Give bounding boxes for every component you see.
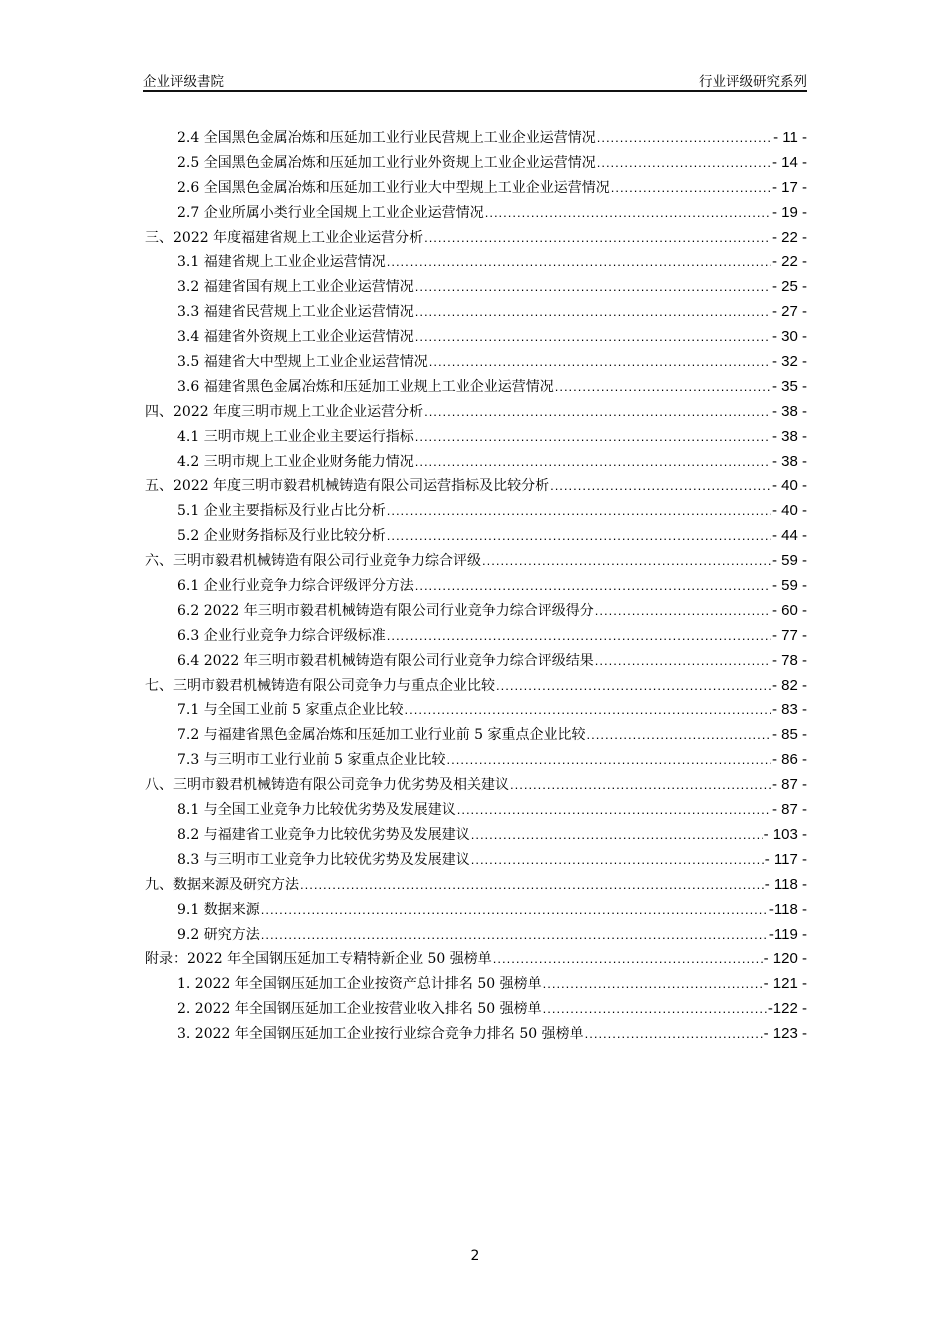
toc-section-entry[interactable] xyxy=(145,250,807,275)
toc-entry-title: 8.1 与全国工业竞争力比较优劣势及发展建议 xyxy=(177,802,456,819)
toc-section-entry[interactable] xyxy=(145,201,807,226)
toc-leader-dots xyxy=(493,947,763,972)
toc-leader-dots xyxy=(415,450,771,475)
toc-entry-page: - 82 - xyxy=(771,676,807,694)
toc-entry-title: 三、2022 年度福建省规上工业企业运营分析 xyxy=(145,229,424,246)
toc-entry-page: - 59 - xyxy=(771,552,807,570)
toc-section-entry[interactable] xyxy=(145,898,807,923)
toc-leader-dots xyxy=(471,823,763,848)
toc-entry-title: 2.5 全国黑色金属冶炼和压延加工业行业外资规上工业企业运营情况 xyxy=(177,154,596,171)
toc-entry-title: 9.1 数据来源 xyxy=(177,901,260,918)
toc-entry-title: 6.2 2022 年三明市毅君机械铸造有限公司行业竞争力综合评级得分 xyxy=(177,602,594,619)
toc-entry-page: - 83 - xyxy=(771,701,807,719)
toc-leader-dots xyxy=(496,674,771,699)
toc-leader-dots xyxy=(405,698,771,723)
toc-entry-page: - 40 - xyxy=(771,502,807,520)
toc-chapter-entry[interactable] xyxy=(145,400,807,425)
toc-entry-page: - 77 - xyxy=(771,626,807,644)
toc-chapter-entry[interactable] xyxy=(145,947,807,972)
toc-leader-dots xyxy=(415,325,771,350)
toc-entry-page: - 19 - xyxy=(771,203,807,221)
toc-entry-page: - 11 - xyxy=(773,129,807,146)
toc-entry-title: 7.1 与全国工业前 5 家重点企业比较 xyxy=(177,702,404,719)
toc-leader-dots xyxy=(543,972,763,997)
toc-leader-dots xyxy=(387,250,771,275)
toc-entry-page: - 59 - xyxy=(771,577,807,595)
toc-leader-dots xyxy=(261,898,768,923)
toc-leader-dots xyxy=(300,873,764,898)
toc-entry-page: - 14 - xyxy=(771,153,807,171)
toc-entry-title: 五、2022 年度三明市毅君机械铸造有限公司运营指标及比较分析 xyxy=(145,478,550,495)
toc-entry-title: 3.5 福建省大中型规上工业企业运营情况 xyxy=(177,354,428,371)
toc-leader-dots xyxy=(387,524,771,549)
toc-entry-page: - 22 - xyxy=(771,228,807,246)
toc-entry-page: - 44 - xyxy=(771,527,807,545)
toc-chapter-entry[interactable] xyxy=(145,549,807,574)
toc-entry-title: 八、三明市毅君机械铸造有限公司竞争力优劣势及相关建议 xyxy=(145,777,509,794)
toc-section-entry[interactable] xyxy=(145,126,807,151)
toc-section-entry[interactable] xyxy=(145,723,807,748)
toc-entry-title: 5.1 企业主要指标及行业占比分析 xyxy=(177,503,386,520)
toc-section-entry[interactable] xyxy=(145,300,807,325)
toc-leader-dots xyxy=(595,649,771,674)
toc-entry-title: 2. 2022 年全国钢压延加工企业按营业收入排名 50 强榜单 xyxy=(177,1001,542,1018)
toc-entry-page: - 60 - xyxy=(771,601,807,619)
toc-leader-dots xyxy=(471,848,764,873)
toc-leader-dots xyxy=(587,723,771,748)
page-header xyxy=(143,68,807,90)
toc-section-entry[interactable] xyxy=(145,748,807,773)
toc-entry-title: 四、2022 年度三明市规上工业企业运营分析 xyxy=(145,403,424,420)
toc-entry-title: 2.6 全国黑色金属冶炼和压延加工业行业大中型规上工业企业运营情况 xyxy=(177,179,610,196)
toc-entry-title: 3.2 福建省国有规上工业企业运营情况 xyxy=(177,279,414,296)
toc-section-entry[interactable] xyxy=(145,425,807,450)
toc-section-entry[interactable] xyxy=(145,499,807,524)
toc-leader-dots xyxy=(424,400,771,425)
toc-entry-title: 6.4 2022 年三明市毅君机械铸造有限公司行业竞争力综合评级结果 xyxy=(177,652,594,669)
toc-leader-dots xyxy=(387,624,771,649)
toc-entry-title: 4.2 三明市规上工业企业财务能力情况 xyxy=(177,453,414,470)
toc-entry-title: 六、三明市毅君机械铸造有限公司行业竞争力综合评级 xyxy=(145,553,481,570)
toc-leader-dots xyxy=(415,275,771,300)
toc-entry-page: - 25 - xyxy=(771,278,807,296)
page-number: 2 xyxy=(470,1248,480,1264)
toc-entry-title: 6.1 企业行业竞争力综合评级评分方法 xyxy=(177,578,414,595)
toc-section-entry[interactable] xyxy=(145,176,807,201)
toc-section-entry[interactable] xyxy=(145,997,807,1022)
toc-entry-title: 6.3 企业行业竞争力综合评级标准 xyxy=(177,627,386,644)
toc-leader-dots xyxy=(595,599,771,624)
toc-entry-title: 七、三明市毅君机械铸造有限公司竞争力与重点企业比较 xyxy=(145,677,495,694)
toc-entry-page: - 38 - xyxy=(771,402,807,420)
toc-entry-page: - 118 - xyxy=(764,875,807,893)
toc-leader-dots xyxy=(424,226,771,251)
toc-leader-dots xyxy=(550,474,771,499)
toc-leader-dots xyxy=(597,126,772,151)
toc-leader-dots xyxy=(482,549,771,574)
toc-entry-title: 1. 2022 年全国钢压延加工企业按资产总计排名 50 强榜单 xyxy=(177,976,542,993)
toc-leader-dots xyxy=(415,574,771,599)
toc-entry-title: 3.6 福建省黑色金属冶炼和压延加工业规上工业企业运营情况 xyxy=(177,378,554,395)
toc-entry-title: 九、数据来源及研究方法 xyxy=(145,876,299,893)
table-of-contents xyxy=(145,126,807,1047)
toc-section-entry[interactable] xyxy=(145,275,807,300)
toc-leader-dots xyxy=(415,425,771,450)
toc-entry-page: - 27 - xyxy=(771,303,807,321)
toc-entry-title: 2.7 企业所属小类行业全国规上工业企业运营情况 xyxy=(177,204,484,221)
toc-leader-dots xyxy=(510,773,771,798)
toc-leader-dots xyxy=(597,151,771,176)
toc-entry-title: 3.3 福建省民营规上工业企业运营情况 xyxy=(177,304,414,321)
header-series: 行业评级研究系列 xyxy=(699,74,807,90)
toc-entry-page: -119 - xyxy=(768,925,807,943)
toc-section-entry[interactable] xyxy=(145,1022,807,1047)
toc-chapter-entry[interactable] xyxy=(145,674,807,699)
toc-leader-dots xyxy=(485,201,771,226)
toc-section-entry[interactable] xyxy=(145,599,807,624)
toc-leader-dots xyxy=(611,176,771,201)
toc-leader-dots xyxy=(429,350,771,375)
toc-leader-dots xyxy=(555,375,771,400)
toc-section-entry[interactable] xyxy=(145,798,807,823)
toc-entry-page: - 120 - xyxy=(763,950,807,968)
toc-entry-page: - 17 - xyxy=(771,178,807,196)
toc-entry-title: 7.2 与福建省黑色金属冶炼和压延加工业行业前 5 家重点企业比较 xyxy=(177,727,586,744)
toc-entry-title: 8.3 与三明市工业竞争力比较优劣势及发展建议 xyxy=(177,851,470,868)
toc-leader-dots xyxy=(261,923,768,948)
toc-leader-dots xyxy=(415,300,771,325)
toc-entry-page: - 78 - xyxy=(771,651,807,669)
toc-entry-page: - 40 - xyxy=(771,477,807,495)
toc-entry-page: - 123 - xyxy=(763,1025,807,1043)
toc-entry-page: - 103 - xyxy=(763,825,807,843)
toc-section-entry[interactable] xyxy=(145,923,807,948)
toc-section-entry[interactable] xyxy=(145,972,807,997)
toc-entry-page: -122 - xyxy=(767,1000,807,1018)
toc-section-entry[interactable] xyxy=(145,649,807,674)
toc-entry-page: - 117 - xyxy=(764,850,807,868)
toc-entry-title: 9.2 研究方法 xyxy=(177,926,260,943)
toc-leader-dots xyxy=(447,748,771,773)
toc-chapter-entry[interactable] xyxy=(145,226,807,251)
toc-chapter-entry[interactable] xyxy=(145,773,807,798)
toc-leader-dots xyxy=(585,1022,763,1047)
toc-entry-title: 3.1 福建省规上工业企业运营情况 xyxy=(177,254,386,271)
toc-entry-page: - 87 - xyxy=(771,776,807,794)
toc-entry-page: - 86 - xyxy=(771,751,807,769)
toc-entry-title: 3.4 福建省外资规上工业企业运营情况 xyxy=(177,329,414,346)
toc-entry-title: 2.4 全国黑色金属冶炼和压延加工业行业民营规上工业企业运营情况 xyxy=(177,130,596,146)
toc-entry-page: - 121 - xyxy=(763,975,807,993)
header-publisher: 企业评级書院 xyxy=(143,74,224,90)
toc-entry-title: 4.1 三明市规上工业企业主要运行指标 xyxy=(177,428,414,445)
toc-section-entry[interactable] xyxy=(145,375,807,400)
toc-entry-title: 附录：2022 年全国钢压延加工专精特新企业 50 强榜单 xyxy=(145,951,492,968)
toc-entry-title: 7.3 与三明市工业行业前 5 家重点企业比较 xyxy=(177,752,446,769)
toc-leader-dots xyxy=(543,997,767,1022)
toc-section-entry[interactable] xyxy=(145,624,807,649)
toc-entry-page: - 85 - xyxy=(771,726,807,744)
toc-chapter-entry[interactable] xyxy=(145,474,807,499)
header-divider xyxy=(143,90,807,92)
toc-entry-title: 5.2 企业财务指标及行业比较分析 xyxy=(177,528,386,545)
toc-entry-page: - 22 - xyxy=(771,253,807,271)
toc-entry-page: - 38 - xyxy=(771,427,807,445)
toc-entry-title: 8.2 与福建省工业竞争力比较优劣势及发展建议 xyxy=(177,826,470,843)
toc-section-entry[interactable] xyxy=(145,151,807,176)
toc-section-entry[interactable] xyxy=(145,698,807,723)
toc-section-entry[interactable] xyxy=(145,574,807,599)
toc-section-entry[interactable] xyxy=(145,350,807,375)
toc-chapter-entry[interactable] xyxy=(145,873,807,898)
toc-entry-page: -118 - xyxy=(768,900,807,918)
toc-section-entry[interactable] xyxy=(145,823,807,848)
toc-entry-page: - 35 - xyxy=(771,377,807,395)
toc-entry-page: - 87 - xyxy=(771,801,807,819)
toc-entry-title: 3. 2022 年全国钢压延加工企业按行业综合竞争力排名 50 强榜单 xyxy=(177,1026,584,1043)
toc-section-entry[interactable] xyxy=(145,848,807,873)
toc-leader-dots xyxy=(387,499,771,524)
toc-section-entry[interactable] xyxy=(145,325,807,350)
toc-entry-page: - 30 - xyxy=(771,328,807,346)
toc-section-entry[interactable] xyxy=(145,450,807,475)
toc-entry-page: - 32 - xyxy=(771,353,807,371)
toc-leader-dots xyxy=(457,798,771,823)
toc-entry-page: - 38 - xyxy=(771,452,807,470)
toc-section-entry[interactable] xyxy=(145,524,807,549)
